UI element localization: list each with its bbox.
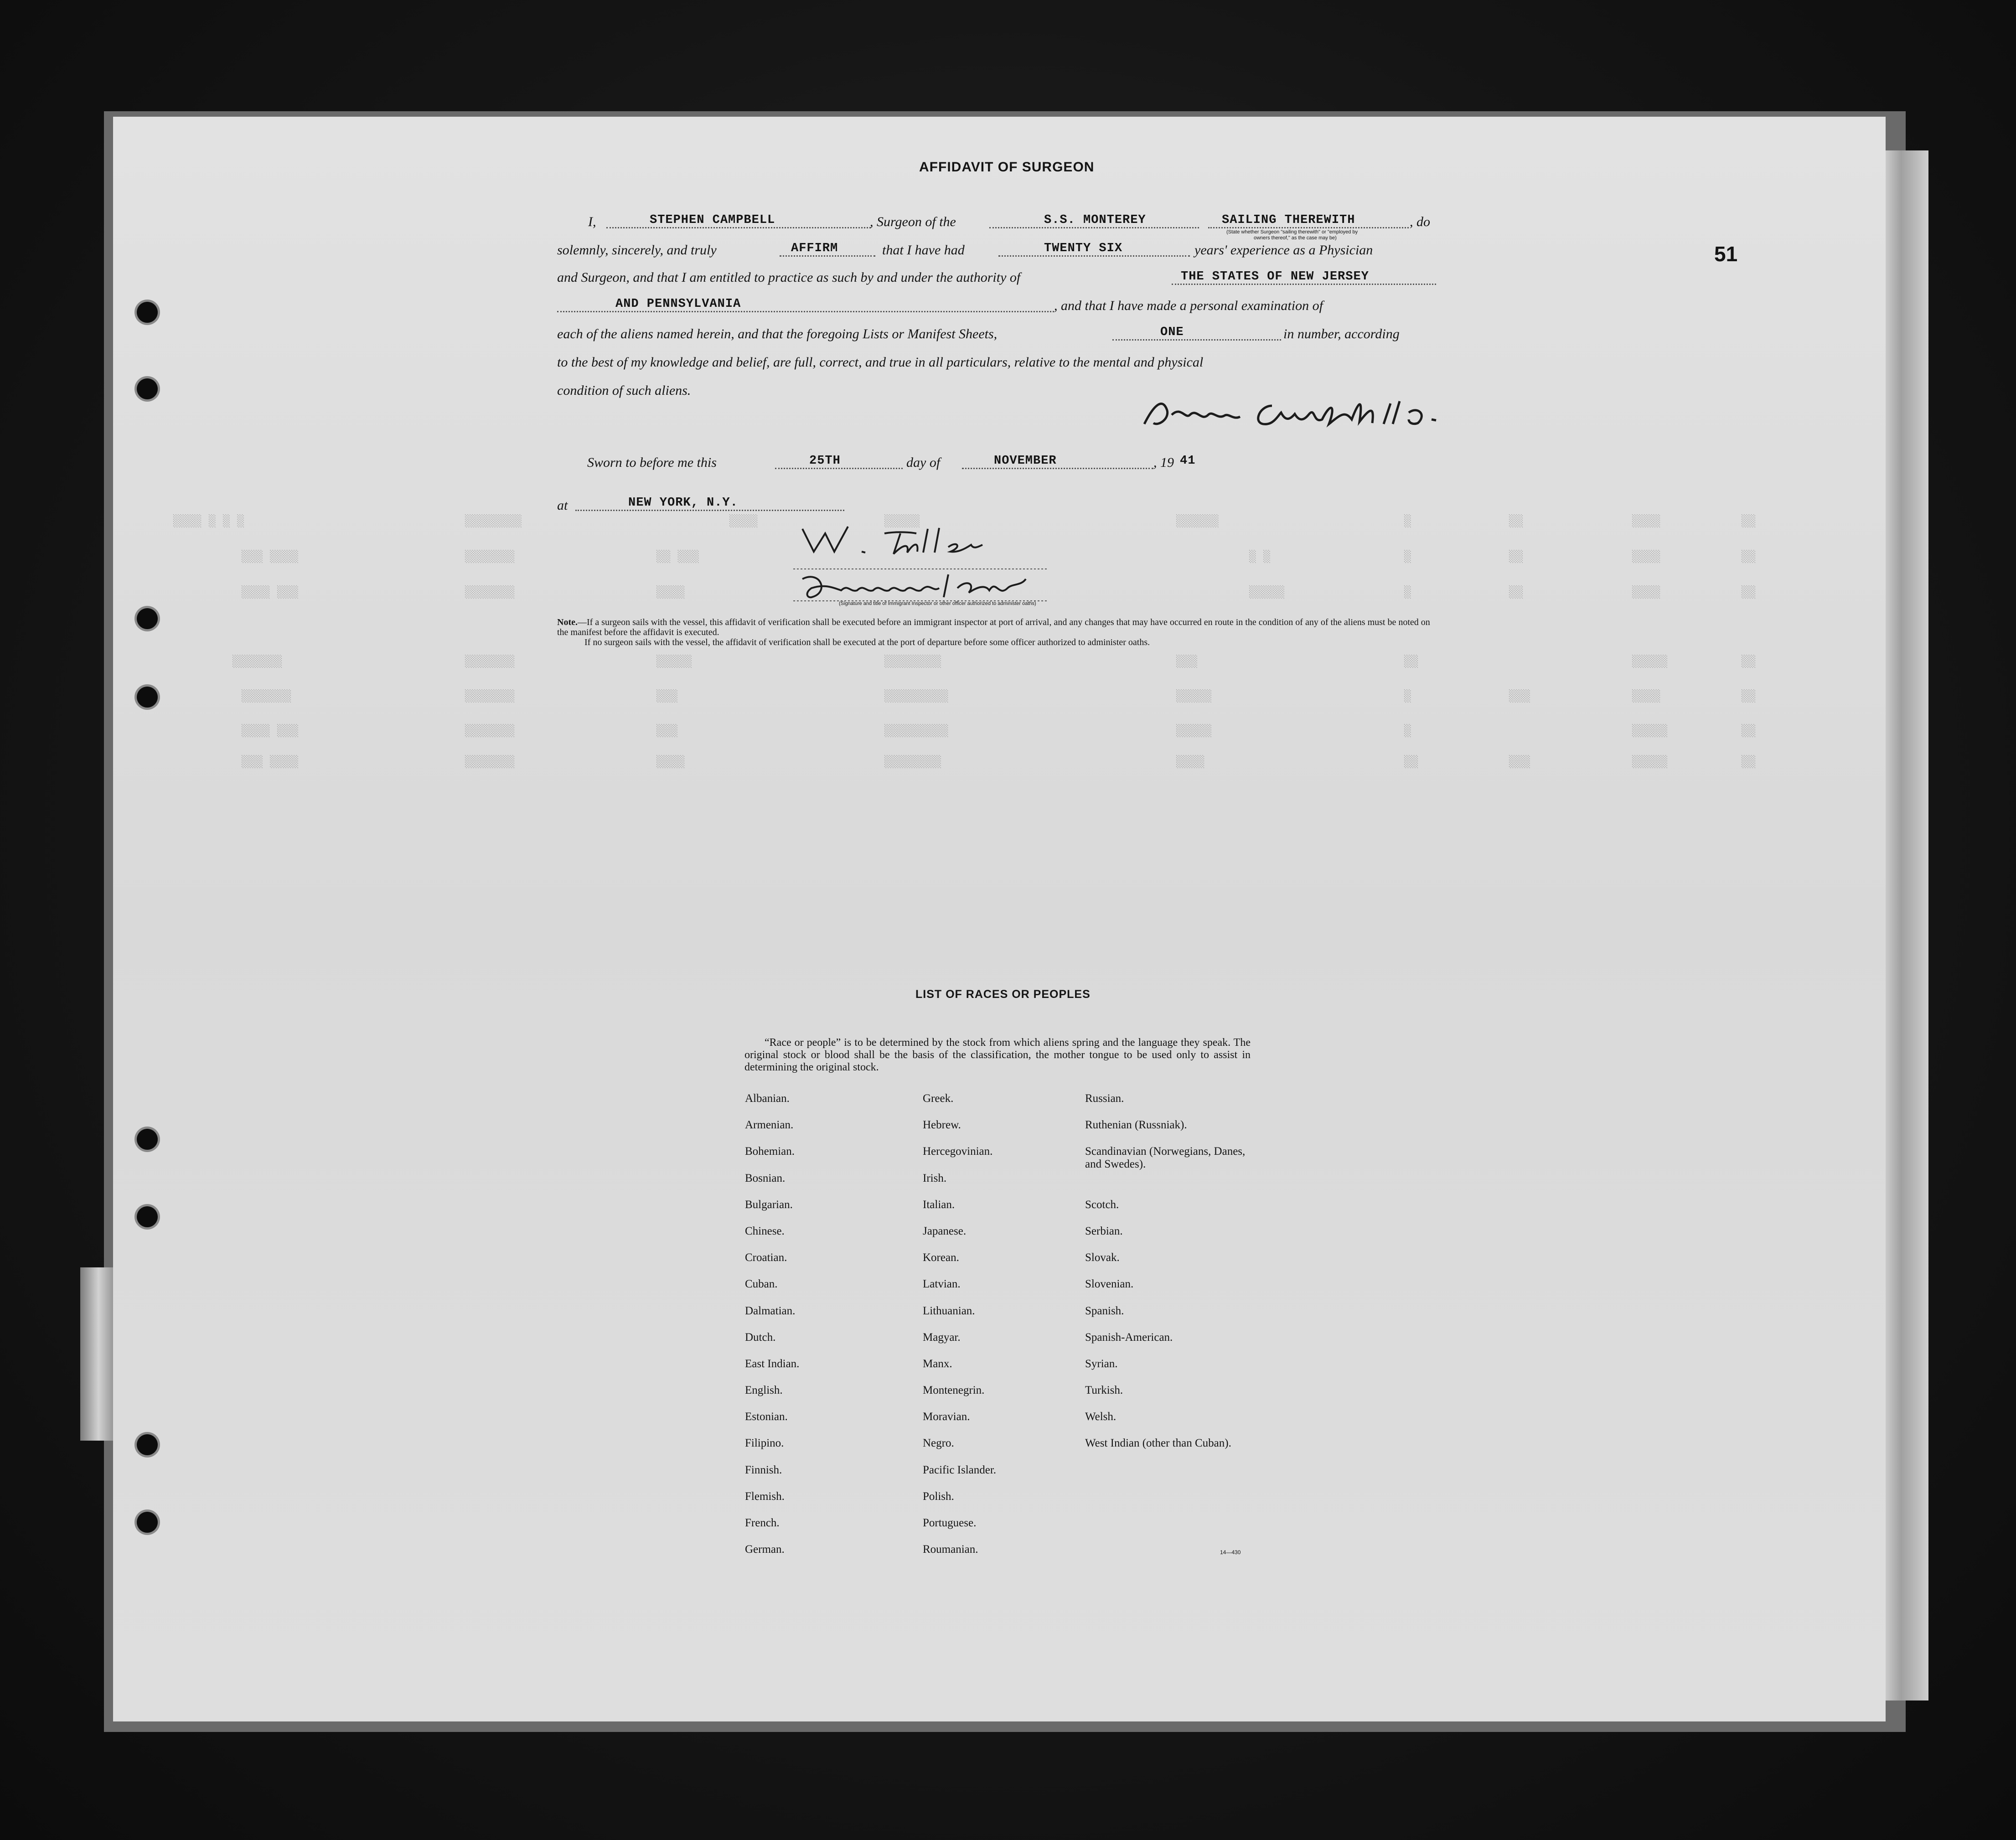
dotted-rule [1172, 284, 1436, 285]
race-item: East Indian. [745, 1357, 800, 1370]
races-column-3 [1085, 1092, 1254, 1464]
race-item: English. [745, 1384, 783, 1397]
affidavit-line4-end: , and that I have made a personal examination of [1054, 298, 1323, 313]
surgeon-status-field: SAILING THEREWITH [1222, 213, 1355, 227]
inspector-signature-name [802, 524, 804, 525]
race-item: Lithuanian. [923, 1304, 975, 1317]
race-item: Scandinavian (Norwegians, Danes, and Swedes). [1085, 1145, 1246, 1171]
note-text-1: —If a surgeon sails with the vessel, this affidavit of verification shall be executed before an immigrant inspector at port of arrival, and any changes that may have occurred en route in the condition of any of the aliens must be noted on the manifest before the affidavit is executed. [557, 617, 1430, 637]
affidavit-line7: condition of such aliens. [557, 383, 691, 398]
sheets-count-field: ONE [1160, 326, 1184, 339]
affidavit-note [557, 617, 1442, 647]
affidavit-line5-start: each of the aliens named herein, and that the foregoing Lists or Manifest Sheets, [557, 326, 998, 341]
torn-page-tab [80, 1267, 117, 1441]
race-item: Dalmatian. [745, 1304, 796, 1317]
race-item: Armenian. [745, 1119, 794, 1132]
dotted-rule [1208, 227, 1409, 228]
race-item: Montenegrin. [923, 1384, 985, 1397]
race-item: Ruthenian (Russniak). [1085, 1119, 1187, 1132]
race-item: Manx. [923, 1357, 952, 1370]
race-item: German. [745, 1543, 785, 1556]
race-item: Greek. [923, 1092, 954, 1105]
affidavit-line6: to the best of my knowledge and belief, are full, correct, and true in all particulars, relative to the mental and physical [557, 355, 1204, 370]
surgeon-signature-text [1135, 392, 1140, 393]
authority-field-2: AND PENNSYLVANIA [615, 297, 741, 311]
binder-hole-icon [137, 608, 158, 629]
place-field: NEW YORK, N.Y. [628, 496, 738, 510]
race-item: Spanish. [1085, 1304, 1124, 1317]
race-item: Roumanian. [923, 1543, 978, 1556]
race-item: Scotch. [1085, 1198, 1119, 1211]
affidavit-line2-start: solemnly, sincerely, and truly [557, 243, 717, 258]
race-item: Finnish. [745, 1463, 782, 1476]
race-item: Albanian. [745, 1092, 790, 1105]
years-experience-field: TWENTY SIX [1044, 242, 1123, 255]
race-item: French. [745, 1517, 780, 1529]
race-item: Syrian. [1085, 1357, 1118, 1370]
binder-hole-icon [137, 1434, 158, 1455]
surgeon-status-note: (State whether Surgeon "sailing therewith" or "employed by owners thereof," as the case may be) [1226, 229, 1358, 241]
sworn-year-prefix: , 19 [1153, 455, 1174, 470]
sworn-day-of: day of [906, 455, 941, 470]
form-number: 14—430 [1220, 1549, 1241, 1556]
dotted-rule [989, 227, 1199, 228]
dotted-rule [575, 510, 844, 511]
note-label: Note. [557, 617, 578, 627]
race-item: Dutch. [745, 1331, 776, 1344]
dotted-rule [780, 255, 875, 257]
race-item: Russian. [1085, 1092, 1124, 1105]
bleed-through-row: ░░░░░░░ ░░░░░░░ ░░░ ░░░░░░░░░ ░░░░░ ░ ░░░ ░░░░ ░░ [242, 689, 1756, 703]
race-item: Estonian. [745, 1411, 788, 1423]
race-item: Polish. [923, 1490, 954, 1503]
binder-hole-icon [137, 1512, 158, 1533]
race-item: Croatian. [745, 1251, 787, 1264]
surgeon-signature [1135, 388, 1468, 438]
bleed-through-row: ░░░ ░░░░ ░░░░░░░ ░░░░ ░░░░░░░░ ░░░░ ░░ ░░░ ░░░░░ ░░ [242, 755, 1756, 769]
race-item: Moravian. [923, 1411, 970, 1423]
race-item: Magyar. [923, 1331, 961, 1344]
race-item: Serbian. [1085, 1225, 1123, 1237]
binder-hole-icon [137, 687, 158, 708]
races-title: LIST OF RACES OR PEOPLES [915, 988, 1091, 1001]
race-item: Slovenian. [1085, 1278, 1134, 1291]
place-label: at [557, 498, 568, 513]
affidavit-line1-surgeon-of: , Surgeon of the [870, 214, 956, 229]
races-column-2 [923, 1092, 996, 1570]
binder-hole-icon [137, 378, 158, 399]
vessel-name-field: S.S. MONTEREY [1044, 213, 1146, 227]
race-item: Latvian. [923, 1278, 961, 1291]
race-item: Welsh. [1085, 1411, 1117, 1423]
bleed-through-row: ░░░░ ░░░ ░░░░░░░ ░░░ ░░░░░░░░░ ░░░░░ ░ ░░░░░ ░░ [242, 724, 1756, 738]
race-item: Korean. [923, 1251, 959, 1264]
race-item: Japanese. [923, 1225, 967, 1237]
affirm-field: AFFIRM [791, 242, 838, 255]
sworn-day-field: 25TH [809, 454, 841, 468]
bleed-through-row: ░░░ ░░░░ ░░░░░░░ ░░ ░░░ ░ ░ ░ ░░ ░░░░ ░░ [242, 550, 1756, 563]
affidavit-line2-mid: that I have had [882, 243, 965, 258]
dotted-rule [775, 468, 903, 469]
race-item: West Indian (other than Cuban). [1085, 1437, 1231, 1450]
surgeon-name-field: STEPHEN CAMPBELL [650, 213, 775, 227]
bleed-through-row: ░░░░ ░░░ ░░░░░░░ ░░░░ ░░░░░ ░ ░░ ░░░░ ░░ [242, 585, 1756, 599]
race-item: Bosnian. [745, 1172, 786, 1184]
affidavit-line3-start: and Surgeon, and that I am entitled to practice as such by and under the authority of [557, 270, 1021, 285]
races-intro: “Race or people” is to be determined by the stock from which aliens spring and the language they speak. The original stock or blood shall be the basis of the classification, the mother tongue to be used only to assist in determining the original stock. [744, 1037, 1251, 1073]
race-item: Irish. [923, 1172, 947, 1184]
binder-hole-icon [137, 1206, 158, 1227]
race-item: Turkish. [1085, 1384, 1123, 1397]
affidavit-line1-do: , do [1410, 214, 1430, 229]
race-item: Hercegovinian. [923, 1145, 993, 1158]
dotted-rule [606, 227, 871, 228]
sworn-start: Sworn to before me this [587, 455, 717, 470]
dotted-rule [557, 311, 1054, 312]
race-item: Filipino. [745, 1437, 784, 1450]
affidavit-line5-end: in number, according [1283, 326, 1400, 341]
races-column-1 [745, 1092, 799, 1570]
bleed-through-row: ░░░░ ░ ░ ░ ░░░░░░░░ ░░░░ ░░░░░ ░░░░░░ ░ ░░ ░░░░ ░░ [173, 514, 1756, 528]
race-item: Hebrew. [923, 1119, 961, 1132]
race-item: Chinese. [745, 1225, 785, 1237]
note-text-2: If no surgeon sails with the vessel, the affidavit of verification shall be executed at the port of departure before some officer authorized to administer oaths. [584, 637, 1150, 647]
authority-field-1: THE STATES OF NEW JERSEY [1181, 270, 1369, 284]
race-item: Portuguese. [923, 1517, 977, 1529]
race-item: Cuban. [745, 1278, 778, 1291]
race-item: Bulgarian. [745, 1198, 793, 1211]
binder-hole-icon [137, 302, 158, 323]
race-item: Spanish-American. [1085, 1331, 1173, 1344]
dotted-rule [962, 468, 1153, 469]
dotted-rule [998, 255, 1190, 257]
race-item: Flemish. [745, 1490, 785, 1503]
sworn-month-field: NOVEMBER [994, 454, 1057, 468]
race-item: Negro. [923, 1437, 954, 1450]
binder-hole-icon [137, 1129, 158, 1150]
race-item: Bohemian. [745, 1145, 795, 1158]
race-item [1085, 1172, 1254, 1199]
race-item: Italian. [923, 1198, 955, 1211]
page-number: 51 [1714, 242, 1738, 266]
inspector-signature [793, 520, 1058, 609]
affidavit-line2-end: years' experience as a Physician [1194, 243, 1373, 258]
affidavit-title: AFFIDAVIT OF SURGEON [919, 160, 1095, 175]
inspector-caption: (Signature and title of Immigrant Inspector or other officer authorized to administer oaths) [839, 601, 1036, 606]
race-item: Pacific Islander. [923, 1463, 997, 1476]
sworn-year-field: 41 [1180, 454, 1196, 468]
dotted-rule [1112, 339, 1281, 341]
bleed-through-row: ░░░░░░░ ░░░░░░░ ░░░░░ ░░░░░░░░ ░░░ ░░ ░░░░░ ░░ [233, 655, 1756, 668]
race-item: Slovak. [1085, 1251, 1120, 1264]
affidavit-line1-i: I, [588, 214, 596, 229]
